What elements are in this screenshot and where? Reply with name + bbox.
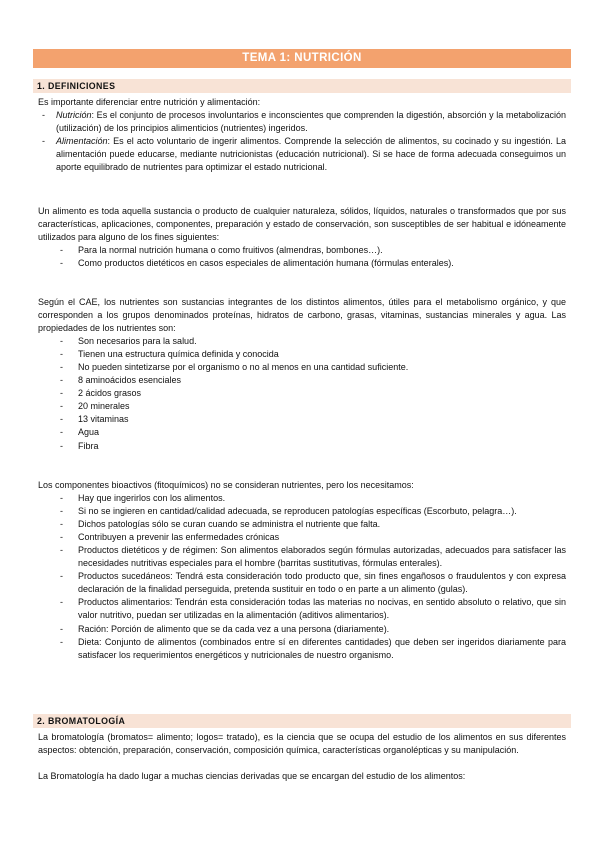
term-text: : Es el conjunto de procesos involuntarios e inconscientes que comprenden la digestión, absorción y la metabolización (utilización) de los principios alimenticios (nutrientes) ingeridos.	[56, 110, 566, 134]
cae-block	[38, 296, 566, 453]
list-item: - Dichos patologías sólo se curan cuando se administra el nutriente que falta.	[38, 518, 566, 531]
bioactivos-block	[38, 479, 566, 662]
cae-paragraph: Según el CAE, los nutrientes son sustancias integrantes de los distintos alimentos, útiles para el metabolismo orgánico, y que corresponden a los grupos denominados proteínas, hidratos de carbono, grasas, vitaminas, sustancias minerales y agua. Las propiedades de los nutrientes son:	[38, 297, 566, 334]
list-item: - Productos sucedáneos: Tendrá esta consideración todo producto que, sin fines engañosos o fraudulentos y con expresa declaración de la finalidad perseguida, pretenda sustituir en todo o en parte a un alimento (gulas).	[38, 570, 566, 596]
list-item: - Agua	[38, 426, 566, 439]
bromatologia-paragraph-1: La bromatología (bromatos= alimento; logos= tratado), es la ciencia que se ocupa del estudio de los alimentos en sus diferentes aspectos: obtención, preparación, conservación, composición química, características organolépticas y su manipulación.	[38, 732, 566, 756]
list-item: - 13 vitaminas	[38, 413, 566, 426]
section-header-definiciones: 1. DEFINICIONES	[33, 79, 571, 93]
alimento-list	[38, 244, 566, 270]
bioactivos-list	[38, 492, 566, 662]
list-item: - 2 ácidos grasos	[38, 387, 566, 400]
list-item: - Ración: Porción de alimento que se da cada vez a una persona (diariamente).	[38, 623, 566, 636]
list-item: - Contribuyen a prevenir las enfermedades crónicas	[38, 531, 566, 544]
list-item	[38, 109, 566, 135]
alimento-block	[38, 205, 566, 270]
list-item: - Fibra	[38, 440, 566, 453]
list-item: - Son necesarios para la salud.	[38, 335, 566, 348]
section-header-bromatologia: 2. BROMATOLOGÍA	[33, 714, 571, 728]
list-item: - Para la normal nutrición humana o como fruitivos (almendras, bombones…).	[38, 244, 566, 257]
list-item: - No pueden sintetizarse por el organismo o no al menos en una cantidad suficiente.	[38, 361, 566, 374]
bioactivos-paragraph: Los componentes bioactivos (fitoquímicos) no se consideran nutrientes, pero los necesitamos:	[38, 480, 414, 490]
definiciones-list	[38, 109, 566, 174]
list-item	[38, 135, 566, 174]
term-label: Alimentación	[56, 136, 108, 147]
list-item: - Productos alimentarios: Tendrán esta consideración todas las materias no nocivas, en sentido absoluto o relativo, que sin valor nutritivo, puedan ser utilizadas en la alimentación (aditivos alimentarios).	[38, 596, 566, 622]
definiciones-intro-block	[38, 96, 566, 174]
list-item: - 8 aminoácidos esenciales	[38, 374, 566, 387]
alimento-paragraph: Un alimento es toda aquella sustancia o producto de cualquier naturaleza, sólidos, líquidos, naturales o transformados que por sus características, aplicaciones, componentes, preparación y estado de conservación, son susceptibles de ser habitual e idóneamente utilizados para alguno de los fines siguientes:	[38, 206, 566, 243]
term-label: Nutrición	[56, 110, 92, 121]
list-item: - Dieta: Conjunto de alimentos (combinados entre sí en diferentes cantidades) que deben ser ingeridos diariamente para satisfacer los requerimientos energéticos y nutricionales de nuestro organismo.	[38, 636, 566, 662]
list-item: - Hay que ingerirlos con los alimentos.	[38, 492, 566, 505]
cae-list	[38, 335, 566, 452]
definiciones-intro: Es importante diferenciar entre nutrición y alimentación:	[38, 97, 261, 107]
bromatologia-block	[38, 731, 566, 783]
list-item: - 20 minerales	[38, 400, 566, 413]
list-item: - Si no se ingieren en cantidad/calidad adecuada, se reproducen patologías específicas (Escorbuto, pelagra…).	[38, 505, 566, 518]
page-title: TEMA 1: NUTRICIÓN	[33, 49, 571, 68]
bromatologia-paragraph-2: La Bromatología ha dado lugar a muchas ciencias derivadas que se encargan del estudio de los alimentos:	[38, 771, 466, 782]
list-item: - Como productos dietéticos en casos especiales de alimentación humana (fórmulas enterales).	[38, 257, 566, 270]
list-item: - Tienen una estructura química definida y conocida	[38, 348, 566, 361]
list-item: - Productos dietéticos y de régimen: Son alimentos elaborados según fórmulas autorizadas, adecuados para satisfacer las necesidades nutritivas especiales para el hombre (barritas sustitutivas, fórmulas enterales).	[38, 544, 566, 570]
term-text: : Es el acto voluntario de ingerir alimentos. Comprende la selección de alimentos, su cocinado y su ingestión. La alimentación puede educarse, mediante nutricionistas (educación nutricional). Si se hace de forma adecuada conseguimos un aporte equilibrado de nutrientes para optimizar el estado nutricional.	[56, 136, 566, 173]
